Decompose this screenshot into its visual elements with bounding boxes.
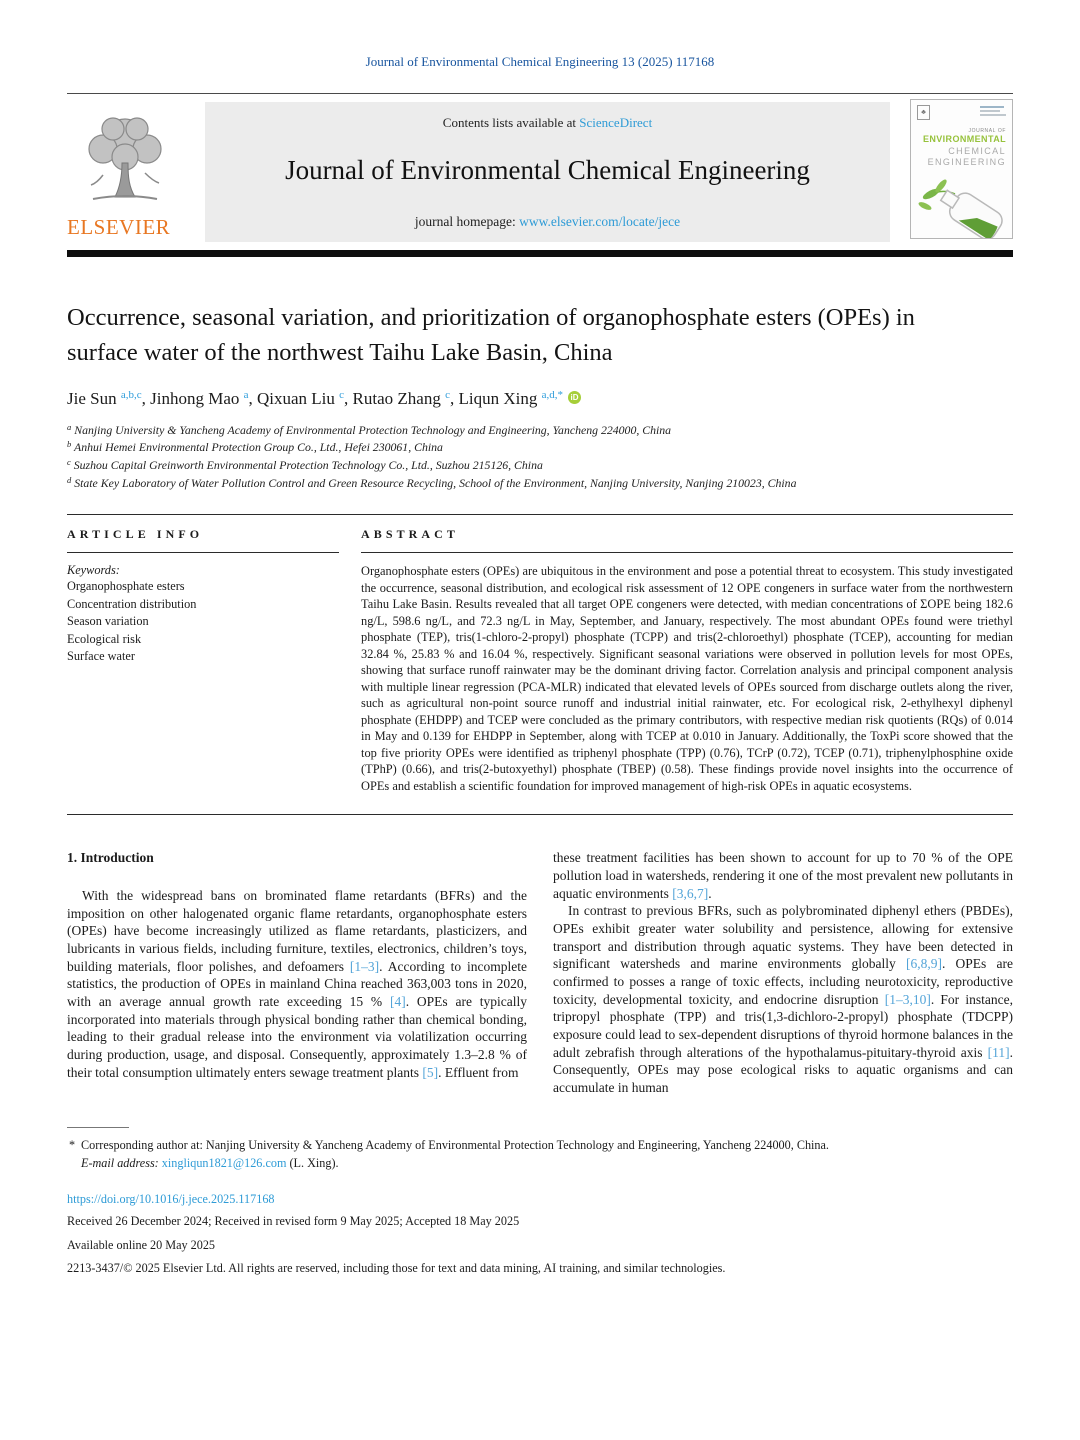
doi-line	[67, 1192, 1013, 1207]
intro-left-column	[67, 849, 527, 1096]
introduction-heading: 1. Introduction	[67, 850, 154, 866]
affiliation-d	[67, 475, 1013, 493]
affiliation-a-sup: a	[67, 421, 72, 432]
doi-link[interactable]: https://doi.org/10.1016/j.jece.2025.117168	[67, 1192, 275, 1207]
author-names: Jie Sun $^{a,b,c}$, Jinhong Mao $^a$, Qixuan Liu $^c$, Rutao Zhang $^c$, Liqun Xing $^{a,d,*}$	[67, 388, 563, 408]
article-title: Occurrence, seasonal variation, and prioritization of organophosphate esters (OPEs) in surface water of the northwest Taihu Lake Basin, China	[67, 304, 915, 366]
citation-link[interactable]: [4]	[389, 994, 406, 1010]
affiliation-c-sup: c	[67, 456, 71, 467]
intro-paragraph-1-continued: these treatment facilities has been shown to account for up to 70 % of the OPE pollution load in watersheds, rendering it one of the most prevalent new pollutants in aquatic environments [3,6,7].	[553, 850, 1013, 901]
journal-cover-thumbnail[interactable]	[910, 99, 1013, 239]
keyword-item: Concentration distribution	[67, 596, 197, 611]
citation-link[interactable]: [11]	[987, 1044, 1010, 1060]
author-list	[67, 389, 1013, 409]
intro-right-column	[553, 849, 1013, 1096]
affiliation-b	[67, 439, 1013, 457]
received-dates: Received 26 December 2024; Received in revised form 9 May 2025; Accepted 18 May 2025	[67, 1214, 520, 1229]
contents-line-text: Contents lists available at	[442, 115, 580, 130]
citation-link[interactable]: [6,8,9]	[905, 956, 942, 972]
affiliation-d-text: State Key Laboratory of Water Pollution Control and Green Resource Recycling, School of the Environment, Nanjing University, Nanjing 210023, China	[74, 475, 797, 490]
introduction-section	[67, 849, 1013, 1096]
cover-title-block	[923, 128, 1006, 168]
article-info-abstract-section	[67, 514, 1013, 815]
article-info-rule	[67, 552, 339, 553]
cover-line-environmental: ENVIRONMENTAL	[922, 134, 1006, 145]
running-head-citation: Journal of Environmental Chemical Engineering 13 (2025) 117168	[365, 54, 715, 69]
email-suffix: (L. Xing).	[286, 1156, 339, 1171]
footnote-divider	[67, 1127, 129, 1128]
article-info-heading: ARTICLE INFO	[67, 527, 204, 542]
affiliation-a	[67, 422, 1013, 440]
header-top-rule	[67, 93, 1013, 94]
affiliation-c	[67, 457, 1013, 475]
keywords-label: Keywords:	[67, 563, 120, 578]
journal-masthead	[67, 102, 1013, 242]
cover-journal-of: JOURNAL OF	[968, 128, 1006, 134]
masthead-black-bar	[67, 250, 1013, 257]
keyword-item: Ecological risk	[67, 631, 142, 646]
corresponding-author-text: Corresponding author at: Nanjing University & Yancheng Academy of Environmental Protection Technology and Engineering, Yancheng 224000, China.	[81, 1137, 829, 1152]
email-label: E-mail address:	[81, 1156, 159, 1171]
affiliation-a-text: Nanjing University & Yancheng Academy of Environmental Protection Technology and Engineering, Yancheng 224000, China	[74, 422, 672, 437]
abstract-text: Organophosphate esters (OPEs) are ubiquitous in the environment and pose a potential threat to ecosystem. This study investigated the occurrence, seasonal distribution, and ecological risk assessment of 12 OPE congeners in surface water from the northwestern Taihu Lake Basin. Results revealed that all target OPE congeners were detected, with median concentrations of ΣOPE being 182.6 ng/L, 598.6 ng/L, and 72.3 ng/L in May, September, and January, respectively. The most abundant OPEs found were triethyl phosphate (TEP), tris(1-chloro-2-propyl) phosphate (TCPP) and tris(2-chloroethyl) phosphate (TCEP), accounting for median 32.84 %, 25.83 % and 16.04 %, respectively. Significant seasonal variations were observed in pollution levels for most OPEs, showing that surface runoff rainwater may be the dominant driving factor. Correlation analysis and principal component analysis with multiple linear regression (PCA-MLR) indicated that elevated levels of OPEs sourced from discharge outlets along the river, such as agricultural non-point source runoff and industrial initial rainwater, etc. For ecological risk, 2-ethylhexyl diphenyl phosphate (EHDPP) and TCEP were concluded as the primary contributors, with respective median risk quotients (RQs) of 0.014 in May and 0.139 for EHDPP in September, along with TCEP at 0.010 in January. Additionally, the ToxPi score showed that the top five priority OPEs were identified as triphenyl phosphate (TPP) (0.76), TCrP (0.72), TCEP (0.71), triphenylphosphine oxide (TPhP) (0.66), and tris(2-butoxyethyl) phosphate (TBEP) (0.58). These findings provide novel insights into the occurrence of OPEs and establish a scientific foundation for improved management of high-risk OPEs in aquatic ecosystems.	[361, 564, 1013, 793]
cover-mini-logo-icon: ♣	[917, 105, 930, 120]
elsevier-wordmark: ELSEVIER	[67, 215, 171, 239]
sciencedirect-link[interactable]: ScienceDirect	[579, 115, 653, 130]
contents-line	[215, 115, 880, 131]
corresponding-author-note	[67, 1136, 1013, 1173]
orcid-icon[interactable]: iD	[568, 391, 581, 404]
article-info-column	[67, 527, 339, 794]
homepage-label: journal homepage:	[414, 214, 520, 229]
citation-link[interactable]: [1–3]	[349, 958, 380, 974]
cover-issn-lines	[980, 106, 1006, 118]
intro-paragraph-2: In contrast to previous BFRs, such as polybrominated diphenyl ethers (PBDEs), OPEs exhibit greater water solubility and persistence, allowing for extensive transport and distribution through aquatic systems. They have been detected in significant watersheds and marine environments globally [6,8,9]. OPEs are confirmed to posses a range of toxic effects, including neurotoxicity, reproductive toxicity, developmental toxicity, and endocrine disruption [1–3,10]. For instance, tripropyl phosphate (TPP) and tris(1,3-dichloro-2-propyl) phosphate (TDCPP) exposure could lead to sex-dependent disruptions of thyroid hormone balances in the adult zebrafish through alterations of the hypothalamus-pituitary-thyroid axis [11]. Consequently, OPEs may pose ecological risks to aquatic organisms and can accumulate in human	[553, 903, 1013, 1096]
affiliation-c-text: Suzhou Capital Greinworth Environmental Protection Technology Co., Ltd., Suzhou 215126, China	[73, 457, 543, 472]
affiliation-list	[67, 422, 1013, 493]
masthead-center-panel	[205, 102, 890, 242]
citation-link[interactable]: [5]	[422, 1064, 439, 1080]
affiliation-b-text: Anhui Hemei Environmental Protection Group Co., Ltd., Hefei 230061, China	[74, 440, 443, 455]
abstract-column	[361, 527, 1013, 794]
affiliation-d-sup: d	[67, 474, 72, 485]
citation-link[interactable]: [1–3,10]	[884, 991, 931, 1007]
copyright-line: 2213-3437/© 2025 Elsevier Ltd. All rights are reserved, including those for text and data mining, AI training, and similar technologies.	[67, 1260, 726, 1275]
keyword-item: Surface water	[67, 649, 135, 664]
homepage-url-link[interactable]: www.elsevier.com/locate/jece	[519, 214, 681, 229]
citation-link[interactable]: [3,6,7]	[672, 885, 709, 901]
elsevier-tree-icon	[73, 113, 177, 213]
keyword-item: Organophosphate esters	[67, 579, 185, 594]
cover-line-chemical: CHEMICAL	[948, 145, 1006, 156]
journal-homepage-line	[215, 214, 880, 230]
intro-paragraph-1: With the widespread bans on brominated flame retardants (BFRs) and the imposition on other halogenated organic flame retardants, organophosphate esters (OPEs) have become increasingly utilized as flame retardants, plasticizers, and lubricants in various fields, including furniture, textiles, electronics, children’s toys, building materials, floor polishes, and defoamers [1–3]. According to incomplete statistics, the production of OPEs in mainland China reached 363,003 tons in 2020, with an average annual growth rate exceeding 15 % [4]. OPEs are typically incorporated into materials through physical bonding rather than chemical bonding, leading to their gradual release into the environment via volatilization occurring during production, usage, and disposal. Consequently, approximately 1.3–2.8 % of their total consumption ultimately enters sewage treatment plants [5]. Effluent from	[67, 887, 528, 1080]
available-online: Available online 20 May 2025	[67, 1237, 216, 1252]
abstract-rule	[361, 552, 1013, 553]
affiliation-b-sup: b	[67, 439, 72, 450]
journal-title: Journal of Environmental Chemical Engineering	[285, 155, 810, 185]
cover-flask-illustration-icon	[911, 166, 1012, 238]
elsevier-logo[interactable]	[67, 102, 205, 242]
footnote-star: *	[69, 1137, 76, 1152]
email-link[interactable]: xingliqun1821@126.com	[161, 1156, 287, 1171]
cover-line-engineering: ENGINEERING	[927, 156, 1006, 167]
abstract-heading: ABSTRACT	[361, 527, 459, 542]
keyword-item: Season variation	[67, 614, 149, 629]
